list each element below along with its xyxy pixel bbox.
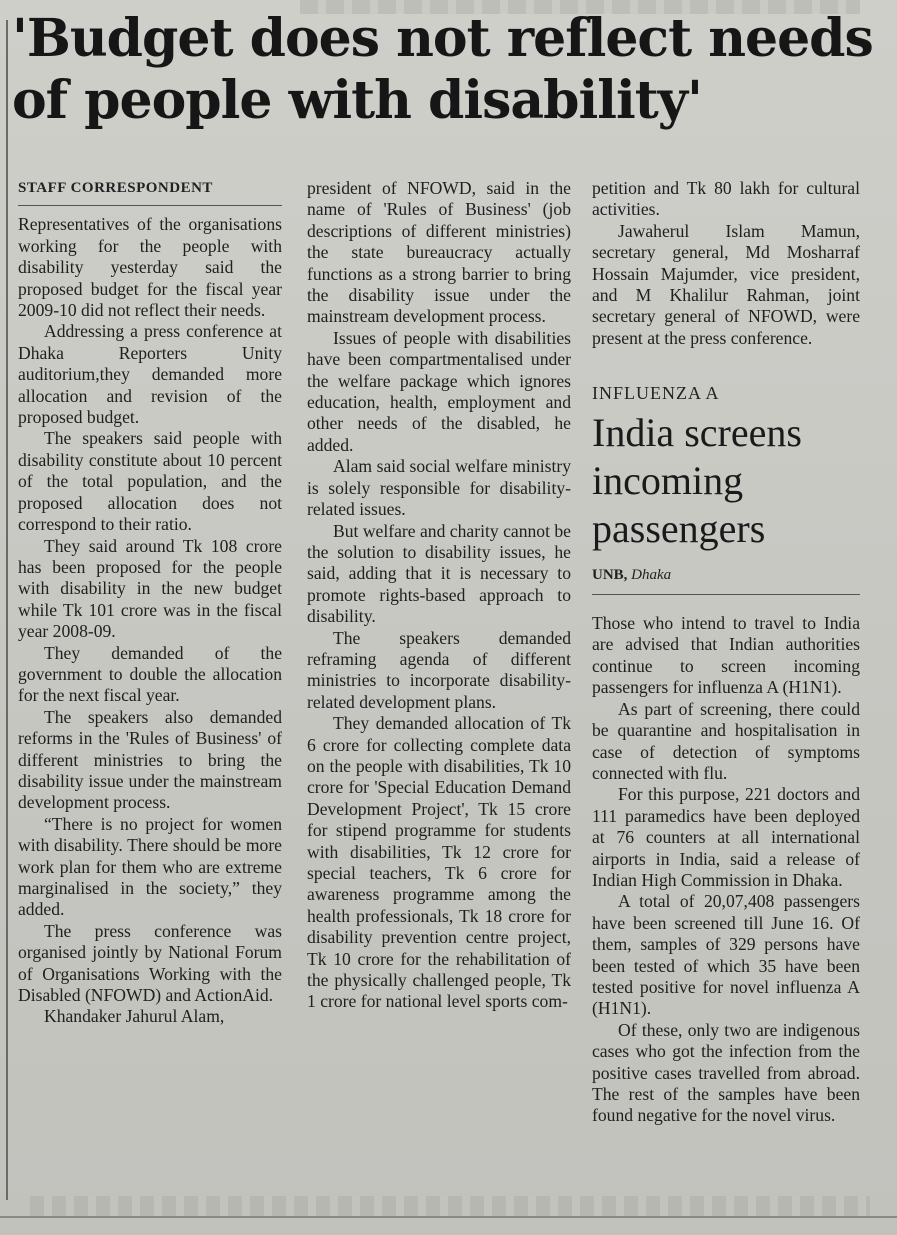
story2-headline: India screens incoming passengers xyxy=(592,409,802,551)
paragraph: They demanded of the government to double the allocation for the next fiscal year. xyxy=(18,642,282,706)
paragraph: The speakers demanded reframing agenda of different ministries to incorporate disability-related development plans. xyxy=(307,627,571,712)
paragraph: Khandaker Jahurul Alam, xyxy=(44,1006,225,1027)
paragraph: Addressing a press conference at Dhaka Reporters Unity auditorium,they demanded more allocation and revision of the proposed budget. xyxy=(18,321,282,428)
story2-byline xyxy=(592,565,860,595)
story2-kicker: INFLUENZA A xyxy=(592,383,720,404)
paragraph: They demanded allocation of Tk 6 crore for collecting complete data on the people with disabilities, Tk 10 crore for 'Special Education Demand Development Project', Tk 15 crore for stipend programme for students with disabilities, Tk 12 crore for special teachers, Tk 6 crore for awareness programme among the health professionals, Tk 18 crore for disability prevention centre project, Tk 10 crore for the rehabilitation of the physically challenged people, Tk 1 crore for national level sports com- xyxy=(307,713,571,1012)
paragraph: Of these, only two are indigenous cases who got the infection from the positive cases travelled from abroad. The rest of the samples have been found negative for the novel virus. xyxy=(592,1019,860,1126)
paragraph: A total of 20,07,408 passengers have been screened till June 16. Of them, samples of 329 persons have been tested of which 35 have been tested positive for novel influenza A (H1N1). xyxy=(592,891,860,1019)
byline-place: Dhaka xyxy=(631,566,672,583)
byline-agency: UNB, xyxy=(592,566,628,583)
column-rule-left xyxy=(6,20,8,1200)
paragraph: For this purpose, 221 doctors and 111 paramedics have been deployed at 76 counters at all international airports in India, said a release of Indian High Commission in Dhaka. xyxy=(592,784,860,890)
paragraph: Jawaherul Islam Mamun, secretary general, Md Mosharraf Hossain Majumder, vice president, and M Khalilur Rahman, joint secretary general of NFOWD, were present at the press conference. xyxy=(592,220,860,348)
paragraph: Those who intend to travel to India are advised that Indian authorities continue to screen incoming passengers for influenza A (H1N1). xyxy=(592,613,860,698)
bleed-through-text-bottom xyxy=(30,1196,870,1218)
article-byline: STAFF CORRESPONDENT xyxy=(18,178,282,206)
paragraph: But welfare and charity cannot be the solution to disability issues, he said, adding that it is necessary to promote rights-based approach to disability. xyxy=(307,520,571,627)
paragraph: Alam said social welfare ministry is solely responsible for disability- related issues. xyxy=(307,456,571,520)
paragraph: They said around Tk 108 crore has been proposed for the people with disability in the new budget while Tk 101 crore was in the fiscal year 2008-09. xyxy=(18,535,282,642)
paragraph: president of NFOWD, said in the name of 'Rules of Business' (job descriptions of different ministries) the state bureaucracy actually functions as a strong barrier to bring the disability issue under the mainstream development process. xyxy=(307,178,571,327)
article-headline: 'Budget does not reflect needs of people with disability' xyxy=(12,8,873,131)
paragraph: The speakers said people with disability constitute about 10 percent of the total population, and the proposed allocation does not correspond to their ratio. xyxy=(18,428,282,535)
paragraph: The press conference was organised jointly by National Forum of Organisations Working with the Disabled (NFOWD) and ActionAid. xyxy=(18,920,282,1006)
page-bottom-rule xyxy=(0,1216,897,1218)
paragraph: The speakers also demanded reforms in the 'Rules of Business' of different ministries to bring the disability issue under the mainstream development process. xyxy=(18,706,282,813)
paragraph: Representatives of the organisations working for the people with disability yesterday said the proposed budget for the fiscal year 2009-10 did not reflect their needs. xyxy=(18,214,282,321)
paragraph: “There is no project for women with disability. There should be more work plan for them who are extreme marginalised in the society,” they added. xyxy=(18,813,282,920)
article-column-2 xyxy=(307,178,571,1013)
article-column-1 xyxy=(18,178,282,1028)
paragraph: As part of screening, there could be quarantine and hospitalisation in case of detection of symptoms connected with flu. xyxy=(592,698,860,783)
article-column-3 xyxy=(592,178,860,1127)
paragraph: Issues of people with disabilities have been compartmentalised under the welfare package which ignores education, health, employment and other needs of the disabled, he added. xyxy=(307,327,571,455)
paragraph: petition and Tk 80 lakh for cultural activities. xyxy=(592,178,860,220)
